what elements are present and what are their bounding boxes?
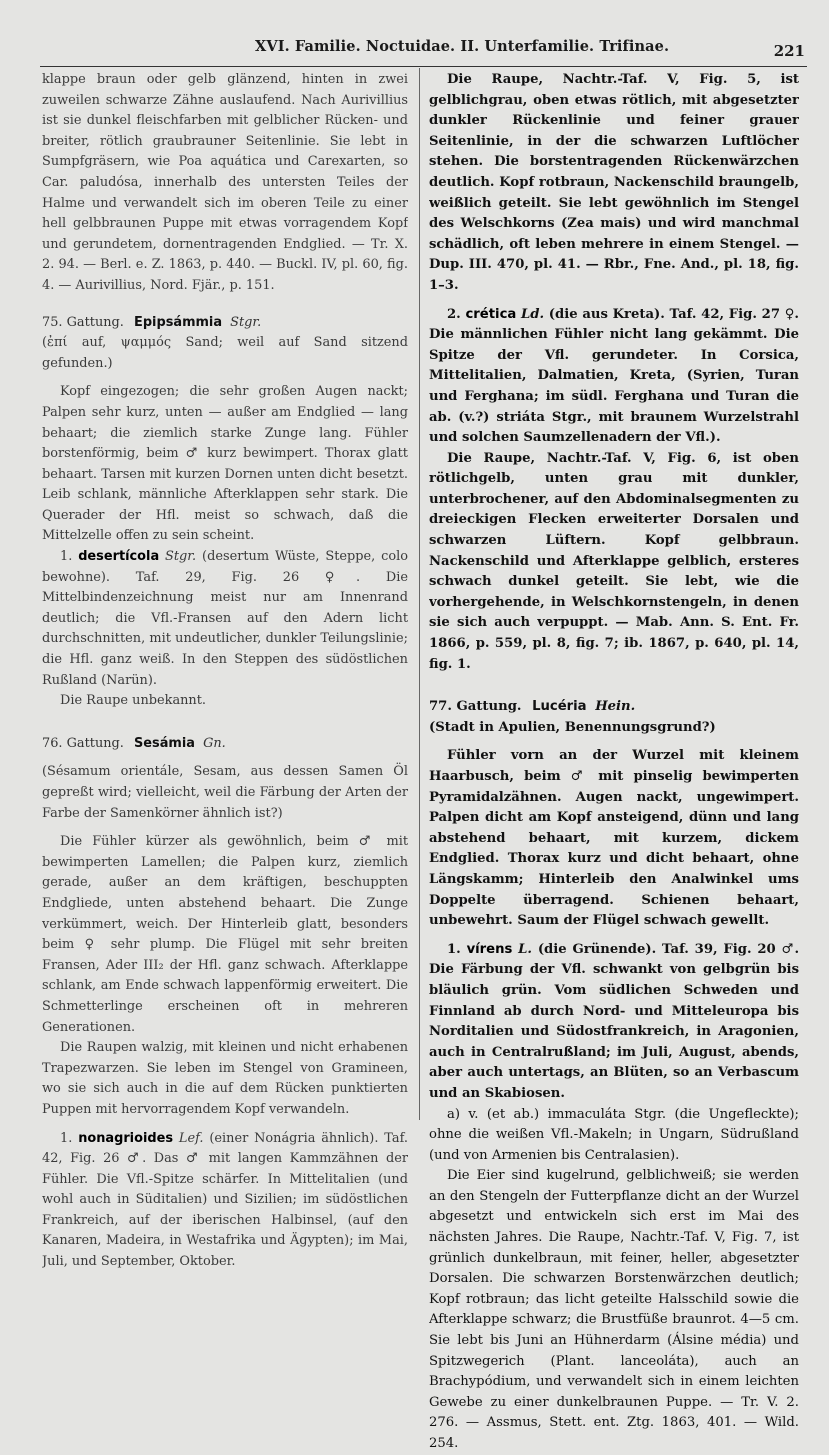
species-author: Stgr.	[165, 549, 197, 565]
column-divider	[419, 68, 420, 1120]
genus-75-heading	[42, 313, 408, 334]
genus-author: Stgr.	[230, 314, 262, 330]
continued-paragraph: klappe braun oder gelb glänzend, hinten in zwei zuweilen schwarze Zähne auslaufend. Nach Aurivillius ist sie dunkel fleischfarben mit gelblicher Rücken- und breiter, rötlich graubrauner Seitenlinie. Sie lebt in Sumpfgräsern, wie Poa aquática und Carexarten, so Car. paludósa, innerhalb des untersten Teiles der Halme und verwandelt sich im oberen Teile zu einer hell gelbbraunen Puppe mit etwas vorragendem Kopf und gerundetem, dornentragenden Endglied. — Tr. X. 2. 94. — Berl. e. Z. 1863, p. 440. — Buckl. IV, pl. 60, fig. 4. — Aurivillius, Nord. Fjär., p. 151.	[42, 72, 408, 293]
genus-author: Gn.	[203, 735, 226, 751]
species-entry	[429, 305, 799, 449]
genus-etymology: (Stadt in Apulien, Benennungsgrund?)	[429, 719, 716, 735]
genus-name: Epipsámmia	[134, 314, 223, 330]
species-number: 1.	[60, 1130, 73, 1146]
species-entry	[42, 547, 408, 691]
genus-description: Kopf eingezogen; die sehr großen Augen nackt; Palpen sehr kurz, unten — außer am Endglied — lang behaart; die ziemlich starke Zunge lang. Fühler borstenförmig, beim ♂ kurz bewimpert. Thorax glatt behaart. Tarsen mit kurzen Dornen unten dicht besetzt. Leib schlank, männliche Afterklappen sehr stark. Die Querader der Hfl. meist so schwach, daß die Mittelzelle offen zu sein scheint.	[42, 384, 408, 544]
genus-etymology: (ἐπί auf, ψαμμός Sand; weil auf Sand sitzend gefunden.)	[42, 335, 408, 371]
aberration-entry: a) v. (et ab.) immaculáta Stgr. (die Ungefleckte); ohne die weißen Vfl.-Makeln; in Ungarn, Südrußland (und von Armenien bis Centralasien).	[429, 1106, 799, 1163]
genus-author: Hein.	[595, 699, 636, 715]
larva-paragraph: Die Raupe, Nachtr.-Taf. V, Fig. 5, ist gelblichgrau, oben etwas rötlich, mit abgesetzter dunkler Rückenlinie und feiner grauer Seitenlinie, in der die schwarzen Luftlöcher stehen. Die borstentragenden Rückenwärzchen deutlich. Kopf rotbraun, Nackenschild braungelb, weißlich geteilt. Sie lebt gewöhnlich im Stengel des Welschkorns (Zea mais) und wird manchmal schädlich, oft leben mehrere in einem Stengel. — Dup. III. 470, pl. 41. — Rbr., Fne. And., pl. 18, fig. 1–3.	[429, 72, 799, 293]
species-name: desertícola	[78, 549, 160, 565]
larva-paragraph: Die Raupe, Nachtr.-Taf. V, Fig. 6, ist oben rötlichgelb, unten grau mit dunkler, unterbrochener, auf den Abdominalsegmenten zu dreieckigen Flecken erweiterter Dorsalen und schwarzen Lüftern. Kopf gelbbraun. Nackenschild und Afterklappe gelblich, ersteres schwach dunkel geteilt. Sie lebt, wie die vorhergehende, in Welschkornstengeln, in denen sie sich auch verpuppt. — Mab. Ann. S. Ent. Fr. 1866, p. 559, pl. 8, fig. 7; ib. 1867, p. 640, pl. 14, fig. 1.	[429, 450, 799, 672]
genus-description: Fühler vorn an der Wurzel mit kleinem Haarbusch, beim ♂ mit pinselig bewimperten Pyramidalzähnen. Augen nackt, ungewimpert. Palpen dicht am Kopf ansteigend, dünn und lang abstehend behaart, mit kurzem, dickem Endglied. Thorax kurz und dicht behaart, ohne Längskamm; Hinterleib den Analwinkel ums Doppelte überragend. Schienen behaart, unbewehrt. Saum der Flügel schwach gewellt.	[429, 748, 799, 929]
species-name: nonagrioides	[78, 1130, 174, 1146]
species-author: L.	[518, 941, 533, 957]
species-number: 1.	[60, 549, 73, 565]
genus-77-heading	[429, 697, 799, 718]
genus-76-heading	[42, 734, 408, 755]
species-author: Lef.	[178, 1130, 204, 1146]
species-entry	[429, 940, 799, 1105]
header-rule	[40, 66, 807, 67]
header-title: XVI. Familie. Noctuidae. II. Unterfamilie. Trifinae.	[255, 38, 670, 55]
running-header	[40, 38, 807, 64]
species-text: (einer Nonágria ähnlich). Taf. 42, Fig. 26 ♂. Das ♂ mit langen Kammzähnen der Fühler. Die Vfl.-Spitze schärfer. In Mittelitalien (und wohl auch in Süditalien) und Sizilien; im südöstlichen Frankreich, auf der iberischen Halbinsel, (auf den Kanaren, Madeira, in Westafrika und Ägypten); im Mai, Juli, und September, Oktober.	[42, 1130, 408, 1270]
genus-name: Sesámia	[134, 735, 195, 751]
species-text: (desertum Wüste, Steppe, colo bewohne). Taf. 29, Fig. 26 ♀. Die Mittelbindenzeichnung meist nur am Innenrand deutlich; die Vfl.-Fransen auf den Adern licht durchschnitten, mit undeutlicher, dunkler Teilungslinie; die Hfl. ganz weiß. In den Steppen des südöstlichen Rußland (Narün).	[42, 549, 408, 688]
species-text: (die aus Kreta). Taf. 42, Fig. 27 ♀. Die männlichen Fühler nicht lang gekämmt. Die Spitze der Vfl. gerundeter. In Corsica, Mittelitalien, Dalmatien, Kreta, (Syrien, Turan und Ferghana; im südl. Ferghana und Turan die ab. (v.?) striáta Stgr., mit braunem Wurzelstrahl und solchen Saumzellenadern der Vfl.).	[429, 306, 799, 446]
genus-number: 77. Gattung.	[429, 699, 522, 715]
species-number: 2.	[447, 306, 461, 322]
right-column	[429, 70, 799, 1455]
species-name: vírens	[466, 941, 513, 957]
left-column	[42, 70, 408, 1273]
genus-etymology: (Sésamum orientále, Sesam, aus dessen Samen Öl gepreßt wird; vielleicht, weil die Färbung der Arten der Farbe der Samenkörner ähnlich ist?)	[42, 764, 408, 821]
page-number: 221	[773, 42, 805, 60]
genus-number: 76. Gattung.	[42, 735, 124, 751]
genus-description: Die Fühler kürzer als gewöhnlich, beim ♂ mit bewimperten Lamellen; die Palpen kurz, ziemlich gerade, außer an dem kräftigen, beschuppten Endgliede, unten abstehend behaart. Die Zunge verkümmert, weich. Der Hinterleib glatt, besonders beim ♀ sehr plump. Die Flügel mit sehr breiten Fransen, Ader III₂ der Hfl. ganz schwach. Afterklappe schlank, am Ende schwach lappenförmig erweitert. Die Schmetterlinge erscheinen oft in mehreren Generationen.	[42, 834, 408, 1035]
species-text: (die Grünende). Taf. 39, Fig. 20 ♂. Die Färbung der Vfl. schwankt von gelbgrün bis bläulich grün. Vom südlichen Schweden und Finnland ab durch Nord- und Mitteleuropa bis Norditalien und Südostfrankreich, in Aragonien, auch in Centralrußland; im Juli, August, abends, aber auch untertags, an Blüten, so an Verbascum und an Skabiosen.	[429, 941, 799, 1101]
species-name: crética	[465, 306, 517, 322]
eggs-larva-paragraph: Die Eier sind kugelrund, gelblichweiß; sie werden an den Stengeln der Futterpflanze dicht an der Wurzel abgesetzt und entwickeln sich erst im Mai des nächsten Jahres. Die Raupe, Nachtr.-Taf. V, Fig. 7, ist grünlich dunkelbraun, mit feiner, heller, abgesetzter Dorsalen. Die schwarzen Borstenwärzchen deutlich; Kopf rotbraun; das licht geteilte Halsschild sowie die Afterklappe schwarz; die Brustfüße braunrot. 4—5 cm. Sie lebt bis Juni an Hühnerdarm (Álsine média) und Spitzwegerich (Plant. lanceoláta), auch an Brachypódium, und verwandelt sich in einem leichten Gewebe zu einer dunkelbraunen Puppe. — Tr. V. 2. 276. — Assmus, Stett. ent. Ztg. 1863, 401. — Wild. 254.	[429, 1168, 799, 1451]
genus-name: Lucéria	[532, 699, 587, 715]
larva-note: Die Raupe unbekannt.	[60, 693, 207, 709]
species-number: 1.	[447, 941, 461, 957]
species-author: Ld.	[521, 306, 545, 322]
species-entry	[42, 1129, 408, 1273]
genus-number: 75. Gattung.	[42, 314, 124, 330]
larvae-description: Die Raupen walzig, mit kleinen und nicht erhabenen Trapezwarzen. Sie leben im Stengel von Gramineen, wo sie sich auch in die auf dem Rücken punktierten Puppen mit hervorragendem Kopf verwandeln.	[42, 1040, 408, 1117]
